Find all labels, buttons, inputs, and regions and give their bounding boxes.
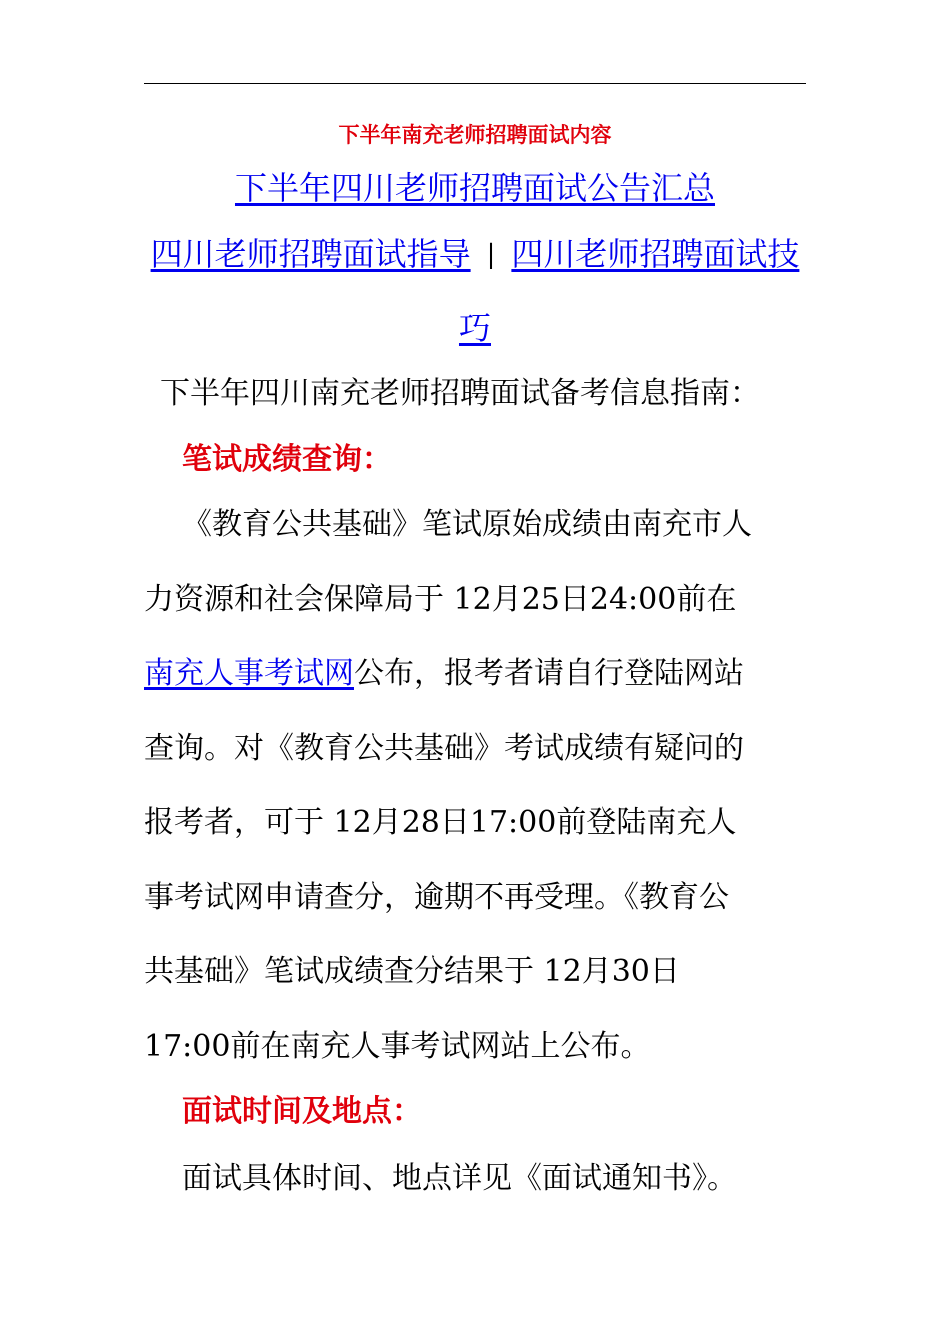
paragraph-line-text: 公布，报考者请自行登陆网站: [354, 656, 744, 691]
paragraph-line: 力资源和社会保障局于 12月25日24:00前在: [144, 582, 737, 617]
paragraph-line: [144, 652, 744, 696]
link-interview-tips[interactable]: 四川老师招聘面试技: [511, 235, 800, 273]
link-interview-announcement-summary[interactable]: 下半年四川老师招聘面试公告汇总: [234, 169, 715, 207]
paragraph-line: 面试具体时间、地点详见《面试通知书》。: [182, 1161, 737, 1196]
header-rule: [144, 83, 806, 84]
banner-line-3: [144, 306, 806, 350]
intro-text: 下半年四川南充老师招聘面试备考信息指南：: [160, 376, 760, 411]
section-heading-score-query: 笔试成绩查询：: [182, 442, 392, 477]
paragraph-line: 事考试网申请查分，逾期不再受理。《教育公: [144, 880, 729, 915]
section-heading-interview-time-place: 面试时间及地点：: [182, 1094, 422, 1129]
paragraph-line: 报考者，可于 12月28日17:00前登陆南充人: [144, 805, 737, 840]
link-interview-tips-continued[interactable]: 巧: [458, 309, 491, 347]
link-separator: |: [486, 240, 496, 270]
paragraph-line: 《教育公共基础》笔试原始成绩由南充市人: [182, 507, 752, 542]
link-interview-guide[interactable]: 四川老师招聘面试指导: [150, 235, 471, 273]
banner-line-1: [144, 166, 806, 210]
link-nanchong-exam-site[interactable]: 南充人事考试网: [144, 656, 354, 691]
document-title: 下半年南充老师招聘面试内容: [338, 122, 612, 147]
paragraph-line: 共基础》笔试成绩查分结果于 12月30日: [144, 954, 680, 989]
paragraph-line: 查询。对《教育公共基础》考试成绩有疑问的: [144, 731, 744, 766]
banner-line-2: [144, 232, 806, 277]
paragraph-line: 17:00前在南充人事考试网站上公布。: [144, 1029, 651, 1064]
